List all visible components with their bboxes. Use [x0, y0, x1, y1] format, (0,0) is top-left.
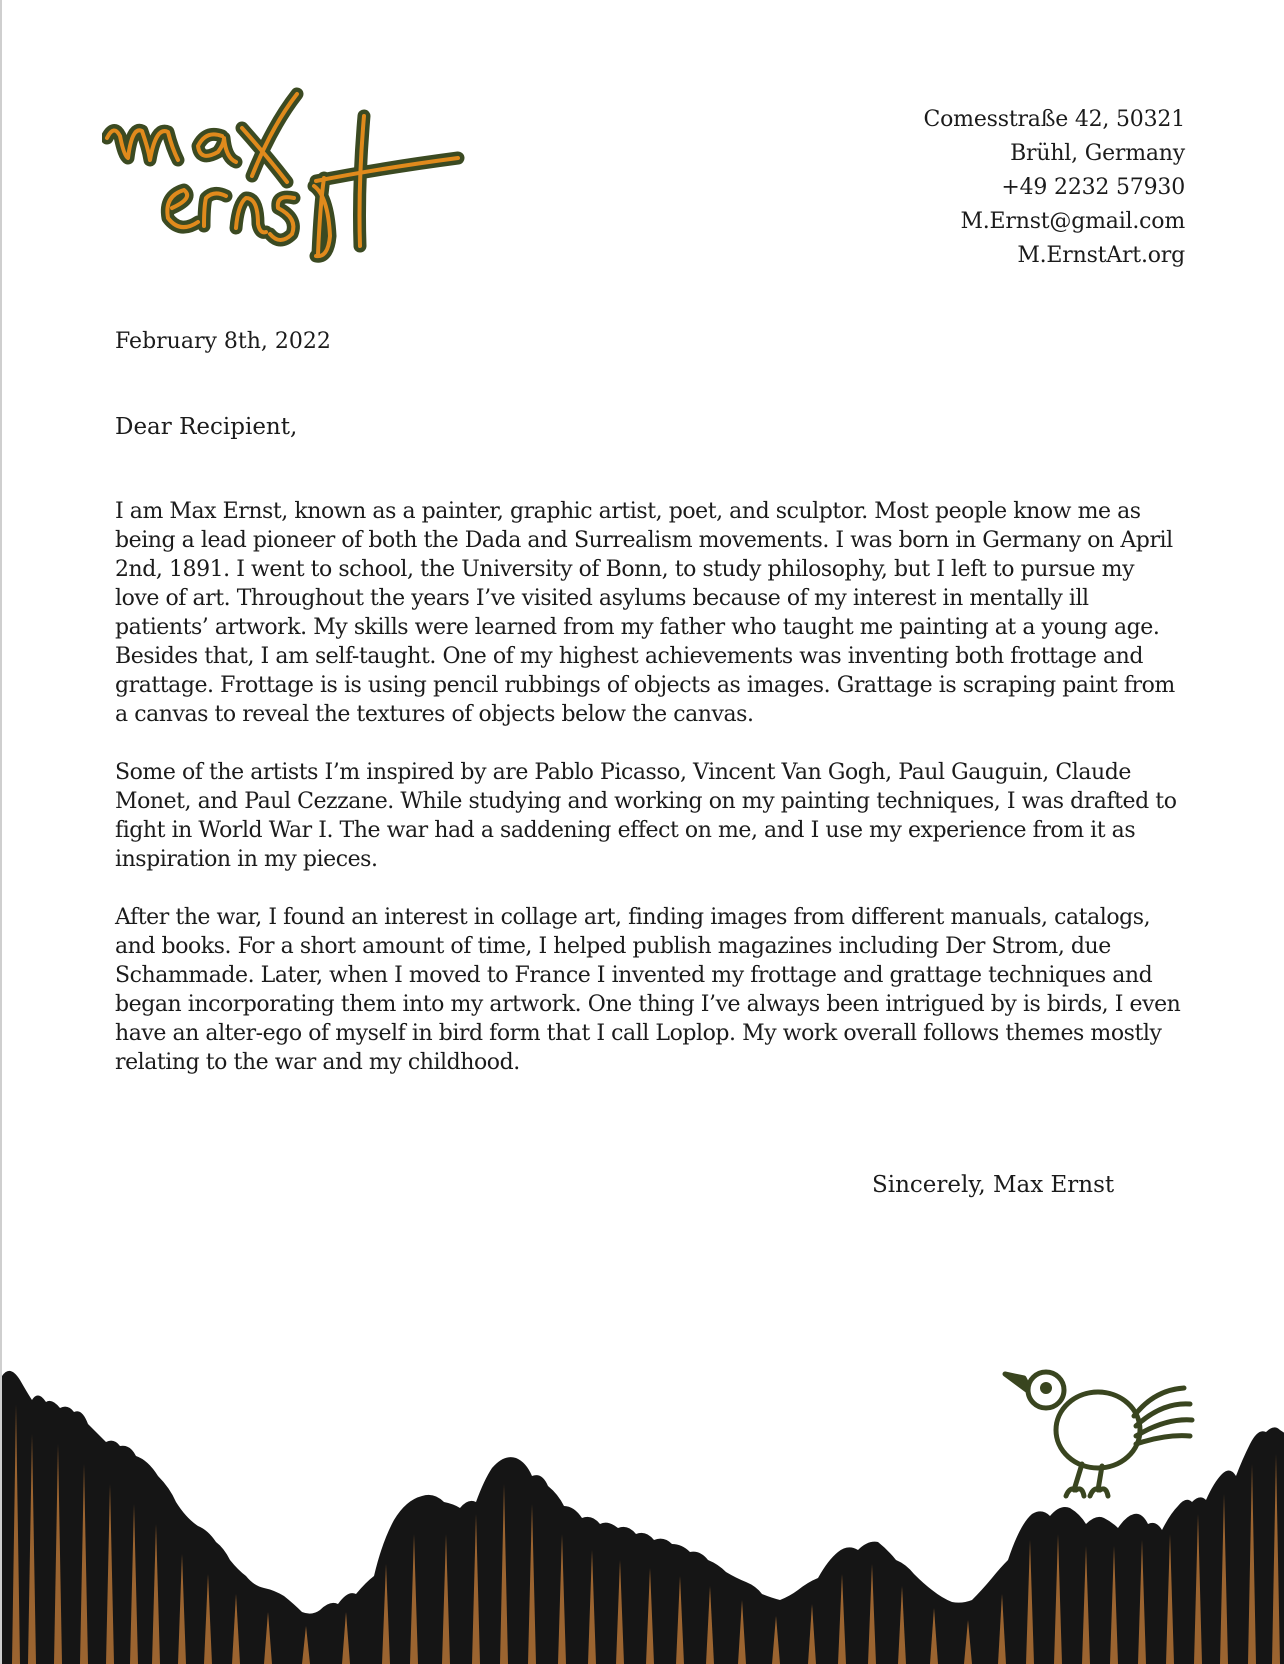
- letter-signoff: Sincerely, Max Ernst: [872, 1172, 1115, 1198]
- website: M.ErnstArt.org: [1017, 243, 1185, 268]
- letter-date: February 8th, 2022: [115, 329, 331, 354]
- footer-illustration: [2, 1364, 1284, 1664]
- body-paragraph-1: I am Max Ernst, known as a painter, graphic artist, poet, and sculptor. Most people know me as being a lead pioneer of both the Dada and Surrealism movements. I was born in Germany on April 2nd, 1891. I went to school, the University of Bonn, to study philosophy, but I left to pursue my love of art. Throughout the years I’ve visited asylums because of my interest in mentally ill patients’ artwork. My skills were learned from my father who taught me painting at a young age. Besides that, I am self-taught. One of my highest achievements was inventing both frottage and grattage. Frottage is is using pencil rubbings of objects as images. Grattage is scraping paint from a canvas to reveal the textures of objects below the canvas.: [115, 499, 1175, 727]
- email-address: M.Ernst@gmail.com: [960, 209, 1185, 234]
- letter-body: [115, 497, 1183, 1106]
- bird-icon: [1005, 1372, 1192, 1496]
- body-paragraph-2: Some of the artists I’m inspired by are Pablo Picasso, Vincent Van Gogh, Paul Gauguin, Claude Monet, and Paul Cezzane. While studying and working on my painting techniques, I was drafted to fight in World War I. The war had a saddening effect on me, and I use my experience from it as inspiration in my pieces.: [115, 760, 1177, 872]
- max-ernst-signature-logo: [102, 86, 502, 286]
- letter-salutation: Dear Recipient,: [115, 414, 298, 440]
- contact-block: [924, 103, 1186, 273]
- body-paragraph-3: After the war, I found an interest in collage art, finding images from different manuals, catalogs, and books. For a short amount of time, I helped publish magazines including Der Strom, due Schammade. Later, when I moved to France I invented my frottage and grattage techniques and began incorporating them into my artwork. One thing I’ve always been intrigued by is birds, I even have an alter-ego of myself in bird form that I call Loplop. My work overall follows themes mostly relating to the war and my childhood.: [115, 905, 1181, 1075]
- phone-number: +49 2232 57930: [1001, 175, 1185, 200]
- address-line-2: Brühl, Germany: [1010, 141, 1185, 166]
- address-line-1: Comesstraße 42, 50321: [923, 107, 1185, 132]
